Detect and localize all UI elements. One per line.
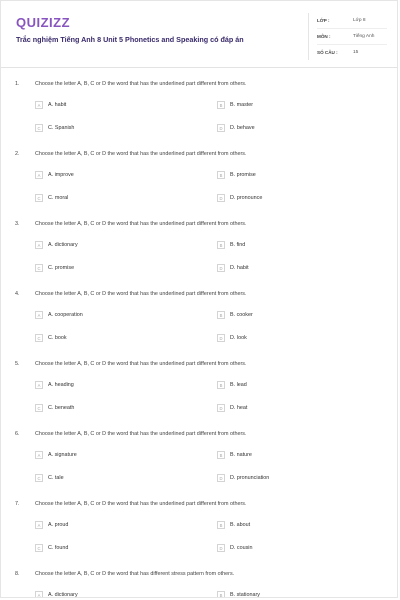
question-number: 6. (15, 431, 20, 437)
answer-option[interactable] (35, 263, 74, 273)
option-text: C. beneath (48, 405, 75, 411)
option-letter-box[interactable]: C (35, 124, 43, 132)
question-item (15, 221, 387, 291)
meta-row-subject (317, 29, 387, 45)
option-letter-box[interactable]: C (35, 264, 43, 272)
option-text: D. cousin (230, 545, 253, 551)
option-letter-box[interactable]: A (35, 521, 43, 529)
meta-value: Tiếng Anh (353, 34, 375, 39)
question-number: 4. (15, 291, 20, 297)
meta-value: Lớp 8 (353, 18, 366, 23)
meta-label: LỚP : (317, 18, 330, 23)
question-item (15, 81, 387, 151)
option-letter-box[interactable]: D (217, 264, 225, 272)
option-text: A. improve (48, 172, 74, 178)
meta-panel (308, 13, 387, 60)
answer-option[interactable] (217, 590, 260, 598)
answer-option[interactable] (217, 450, 252, 460)
option-text: D. pronunciation (230, 475, 270, 481)
question-number: 7. (15, 501, 20, 507)
question-number: 3. (15, 221, 20, 227)
option-letter-box[interactable]: B (217, 101, 225, 109)
question-item (15, 571, 387, 598)
header-divider (1, 67, 397, 68)
option-letter-box[interactable]: B (217, 521, 225, 529)
answer-option[interactable] (35, 403, 74, 413)
answer-option[interactable] (217, 380, 247, 390)
question-number: 2. (15, 151, 20, 157)
question-item (15, 431, 387, 501)
meta-label: SỐ CÂU : (317, 50, 338, 55)
option-letter-box[interactable]: D (217, 404, 225, 412)
question-list (15, 81, 387, 598)
meta-value: 15 (353, 50, 359, 55)
question-item (15, 291, 387, 361)
option-text: A. dictionary (48, 242, 78, 248)
option-letter-box[interactable]: A (35, 381, 43, 389)
option-letter-box[interactable]: B (217, 591, 225, 598)
option-letter-box[interactable]: D (217, 334, 225, 342)
option-letter-box[interactable]: A (35, 451, 43, 459)
option-text: D. behave (230, 125, 255, 131)
option-text: C. Spanish (48, 125, 75, 131)
option-letter-box[interactable]: A (35, 591, 43, 598)
answer-option[interactable] (217, 170, 256, 180)
question-text: Choose the letter A, B, C or D the word that has the underlined part different from others. (35, 151, 247, 157)
answer-option[interactable] (217, 403, 247, 413)
option-letter-box[interactable]: B (217, 241, 225, 249)
answer-option[interactable] (35, 100, 66, 110)
question-text: Choose the letter A, B, C or D the word that has the underlined part different from others. (35, 501, 247, 507)
option-text: D. habit (230, 265, 249, 271)
question-number: 8. (15, 571, 20, 577)
answer-option[interactable] (35, 473, 64, 483)
option-letter-box[interactable]: D (217, 544, 225, 552)
question-text: Choose the letter A, B, C or D the word that has the underlined part different from others. (35, 81, 247, 87)
option-text: A. heading (48, 382, 74, 388)
option-letter-box[interactable]: C (35, 334, 43, 342)
option-letter-box[interactable]: B (217, 311, 225, 319)
option-text: A. signature (48, 452, 77, 458)
option-text: C. moral (48, 195, 69, 201)
answer-option[interactable] (35, 310, 83, 320)
answer-option[interactable] (217, 193, 262, 203)
option-letter-box[interactable]: C (35, 194, 43, 202)
answer-option[interactable] (35, 240, 78, 250)
option-letter-box[interactable]: B (217, 381, 225, 389)
option-text: B. find (230, 242, 246, 248)
option-text: D. pronounce (230, 195, 263, 201)
option-text: D. look (230, 335, 247, 341)
option-text: A. cooperation (48, 312, 83, 318)
answer-option[interactable] (217, 310, 253, 320)
answer-option[interactable] (35, 333, 67, 343)
option-text: C. promise (48, 265, 75, 271)
option-text: C. tale (48, 475, 64, 481)
meta-row-class (317, 13, 387, 29)
answer-option[interactable] (217, 333, 247, 343)
option-text: B. master (230, 102, 254, 108)
option-letter-box[interactable]: D (217, 194, 225, 202)
answer-option[interactable] (35, 123, 74, 133)
question-number: 5. (15, 361, 20, 367)
answer-option[interactable] (217, 100, 253, 110)
option-text: B. lead (230, 382, 247, 388)
option-letter-box[interactable]: C (35, 474, 43, 482)
option-text: B. promise (230, 172, 256, 178)
answer-option[interactable] (217, 543, 252, 553)
quizizz-logo: QUIZIZZ (16, 15, 71, 30)
answer-option[interactable] (217, 520, 250, 530)
question-item (15, 151, 387, 221)
answer-option[interactable] (35, 520, 68, 530)
option-letter-box[interactable]: A (35, 241, 43, 249)
answer-option[interactable] (217, 123, 255, 133)
worksheet-header (16, 13, 387, 59)
option-text: A. habit (48, 102, 67, 108)
page-title: Trắc nghiệm Tiếng Anh 8 Unit 5 Phonetics and Speaking có đáp án (16, 35, 244, 44)
option-text: B. cooker (230, 312, 253, 318)
option-text: B. about (230, 522, 251, 528)
meta-label: MÔN : (317, 34, 331, 39)
question-text: Choose the letter A, B, C or D the word that has the underlined part different from others. (35, 361, 247, 367)
question-text: Choose the letter A, B, C or D the word that has the underlined part different from others. (35, 221, 247, 227)
option-text: D. heat (230, 405, 248, 411)
question-item (15, 501, 387, 571)
option-text: A. dictionary (48, 592, 78, 598)
option-letter-box[interactable]: A (35, 311, 43, 319)
option-text: B. stationary (230, 592, 260, 598)
option-letter-box[interactable]: A (35, 101, 43, 109)
option-letter-box[interactable]: B (217, 451, 225, 459)
question-number: 1. (15, 81, 20, 87)
option-text: A. proud (48, 522, 69, 528)
option-text: C. book (48, 335, 67, 341)
question-text: Choose the letter A, B, C or D the word that has the underlined part different from others. (35, 431, 247, 437)
answer-option[interactable] (35, 170, 74, 180)
option-text: C. found (48, 545, 69, 551)
option-letter-box[interactable]: D (217, 124, 225, 132)
meta-row-count (317, 45, 387, 60)
answer-option[interactable] (35, 543, 68, 553)
answer-option[interactable] (35, 380, 74, 390)
question-text: Choose the letter A, B, C or D the word that has the underlined part different from others. (35, 291, 247, 297)
answer-option[interactable] (35, 590, 78, 598)
question-item (15, 361, 387, 431)
answer-option[interactable] (217, 263, 249, 273)
option-letter-box[interactable]: C (35, 544, 43, 552)
option-letter-box[interactable]: C (35, 404, 43, 412)
option-letter-box[interactable]: D (217, 474, 225, 482)
option-text: B. nature (230, 452, 252, 458)
answer-option[interactable] (217, 240, 245, 250)
question-text: Choose the letter A, B, C or D the word that has different stress pattern from others. (35, 571, 235, 577)
answer-option[interactable] (35, 450, 77, 460)
answer-option[interactable] (217, 473, 269, 483)
option-letter-box[interactable]: B (217, 171, 225, 179)
option-letter-box[interactable]: A (35, 171, 43, 179)
answer-option[interactable] (35, 193, 68, 203)
